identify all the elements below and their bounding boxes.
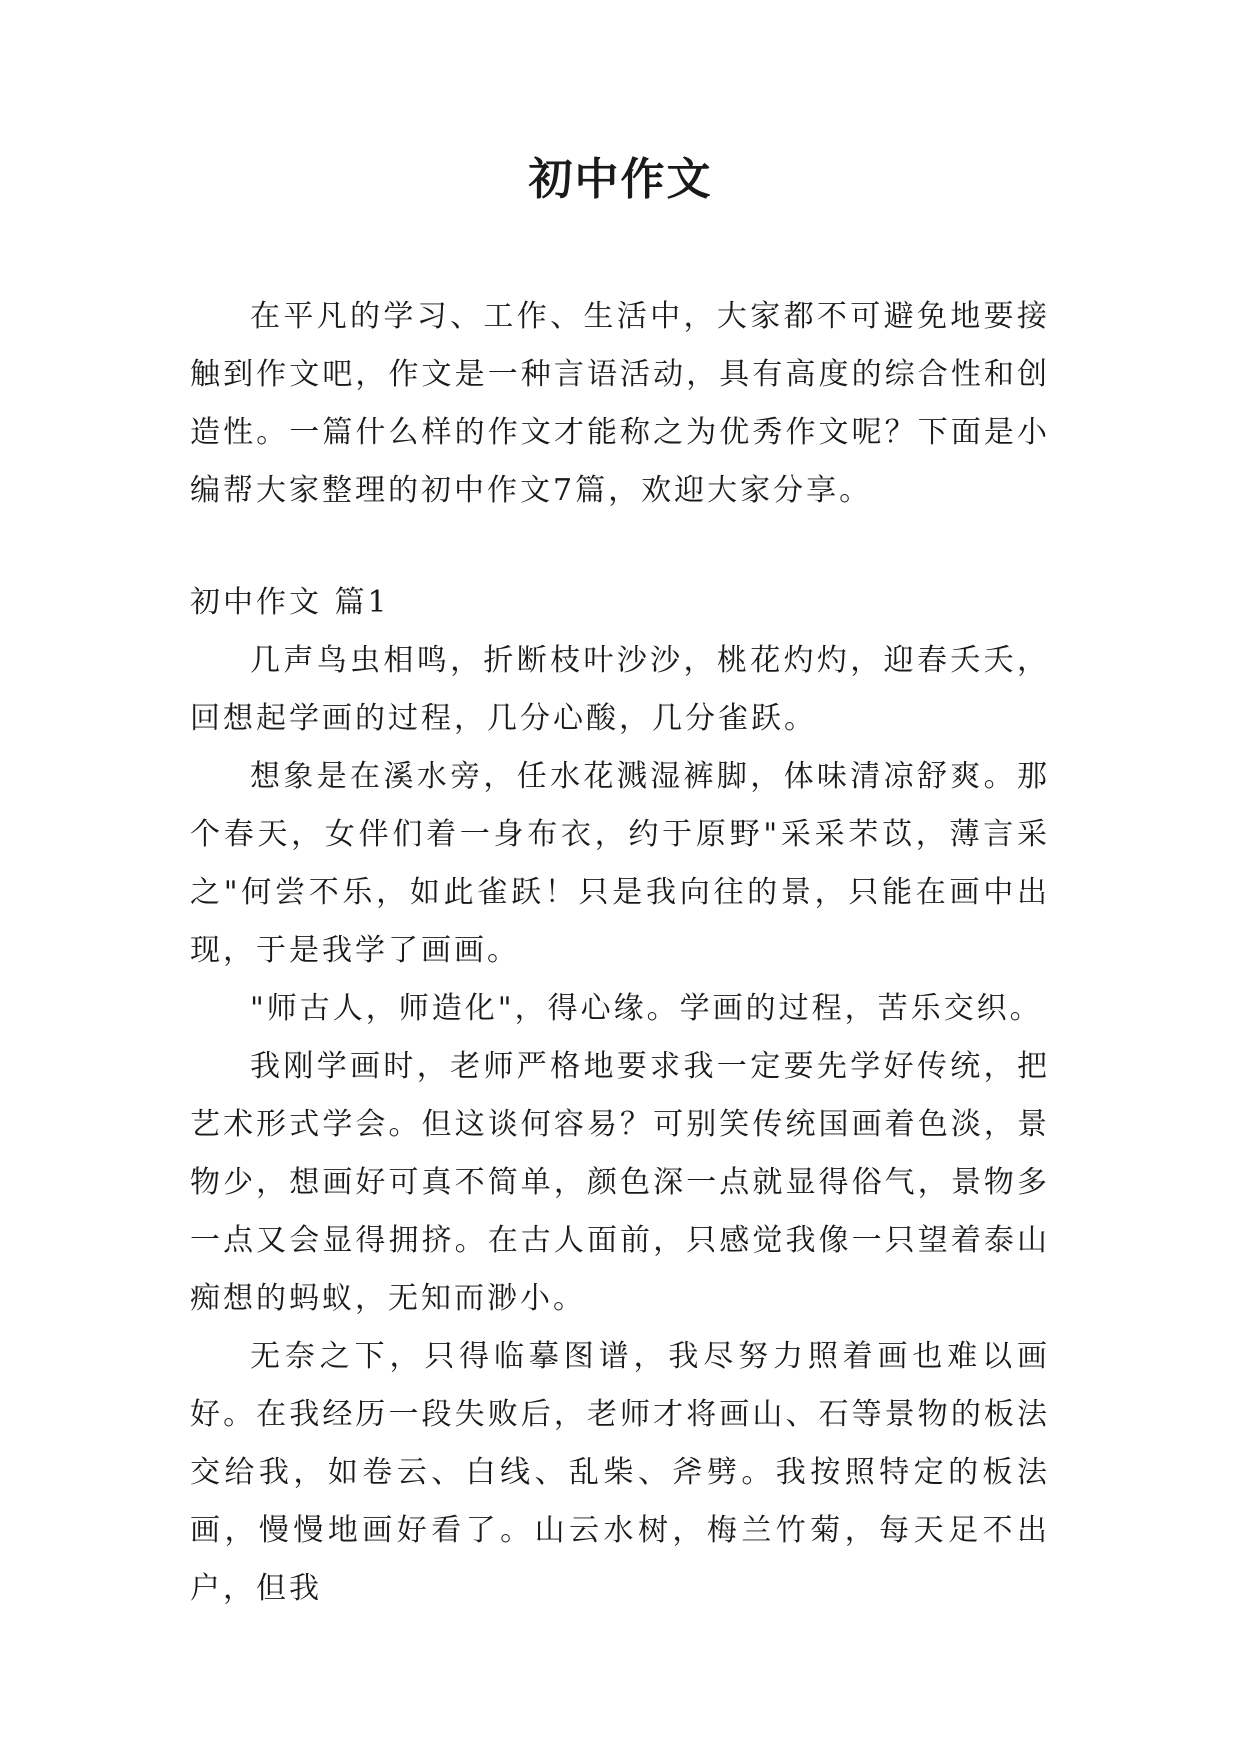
- body-paragraph: 想象是在溪水旁，任水花溅湿裤脚，体味清凉舒爽。那个春天，女伴们着一身布衣，约于原野"采采芣苡，薄言采之"何尝不乐，如此雀跃！只是我向往的景，只能在画中出现，于是我学了画画。: [190, 759, 1050, 968]
- body-paragraph: 几声鸟虫相鸣，折断枝叶沙沙，桃花灼灼，迎春夭夭，回想起学画的过程，几分心酸，几分雀跃。: [190, 643, 1050, 736]
- document-body: [190, 288, 1050, 1618]
- body-paragraph: "师古人，师造化"，得心缘。学画的过程，苦乐交织。: [250, 991, 1043, 1026]
- intro-paragraph: 在平凡的学习、工作、生活中，大家都不可避免地要接触到作文吧，作文是一种言语活动，具有高度的综合性和创造性。一篇什么样的作文才能称之为优秀作文呢？下面是小编帮大家整理的初中作文7篇，欢迎大家分享。: [190, 299, 1050, 508]
- document-title: 初中作文: [528, 154, 713, 205]
- section-heading: 初中作文 篇1: [190, 585, 390, 620]
- body-paragraph: 我刚学画时，老师严格地要求我一定要先学好传统，把艺术形式学会。但这谈何容易？可别笑传统国画着色淡，景物少，想画好可真不简单，颜色深一点就显得俗气，景物多一点又会显得拥挤。在古人面前，只感觉我像一只望着泰山痴想的蚂蚁，无知而渺小。: [190, 1049, 1050, 1316]
- body-paragraph: 无奈之下，只得临摹图谱，我尽努力照着画也难以画好。在我经历一段失败后，老师才将画山、石等景物的板法交给我，如卷云、白线、乱柴、斧劈。我按照特定的板法画，慢慢地画好看了。山云水树，梅兰竹菊，每天足不出户，但我: [190, 1339, 1050, 1606]
